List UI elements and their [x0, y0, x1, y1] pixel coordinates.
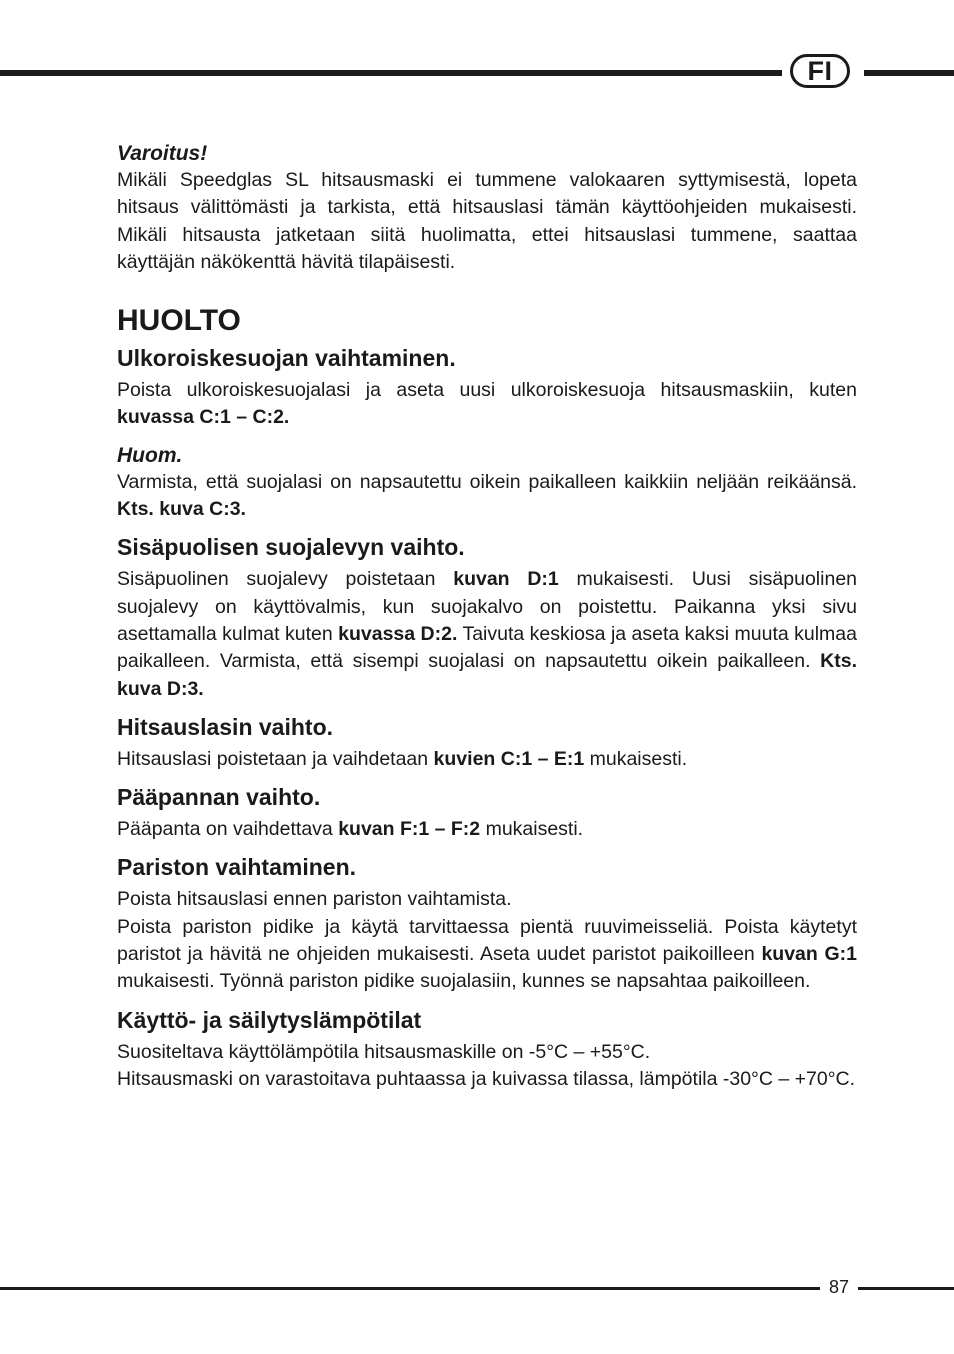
figure-ref: kuvien C:1 – E:1 — [433, 747, 585, 770]
header-rule-left — [0, 70, 782, 76]
battery-text-1: Poista hitsauslasi ennen pariston vaihtamista. — [117, 888, 512, 911]
language-badge: FI — [790, 54, 850, 88]
temperatures-heading: Käyttö- ja säilytyslämpötilat — [117, 1006, 422, 1033]
inner-cover-heading: Sisäpuolisen suojalevyn vaihto. — [117, 534, 465, 561]
footer-rule-right — [858, 1287, 954, 1290]
battery-text-2: Poista pariston pidike ja käytä tarvittaessa pientä ruuvimeisseliä. Poista käytetyt paristot ja hävitä ne ohjeiden mukaisesti. Aseta uudet paristot paikoilleen kuvan G:1 mukaisesti. Työnnä pariston pidike suojalasiin, kunnes se napsahtaa paikoilleen. — [117, 915, 857, 993]
footer-rule-left — [0, 1287, 820, 1290]
welding-filter-text: Hitsauslasi poistetaan ja vaihdetaan kuvien C:1 – E:1 mukaisesti. — [117, 747, 688, 770]
warning-label: Varoitus! — [117, 142, 208, 165]
note-label: Huom. — [117, 443, 183, 467]
temperatures-text-1: Suositeltava käyttölämpötila hitsausmaskille on -5°C – +55°C. — [117, 1040, 651, 1063]
note-text: Varmista, että suojalasi on napsautettu oikein paikalleen kaikkiin neljään reikäänsä. Kts. kuva C:3. — [117, 470, 857, 521]
page-number: 87 — [828, 1277, 850, 1297]
figure-ref: kuvan F:1 – F:2 — [338, 818, 481, 841]
figure-ref: kuvan D:1 — [453, 568, 559, 591]
welding-filter-heading: Hitsauslasin vaihto. — [117, 713, 334, 740]
warning-text: Mikäli Speedglas SL hitsausmaski ei tummene valokaaren syttymisestä, lopeta hitsaus välittömästi ja tarkista, että hitsauslasi tämän käyttöohjeiden mukaisesti. Mikäli hitsausta jatketaan siitä huolimatta, ettei hitsauslasi tummene, saattaa käyttäjän näkökenttä hävitä tilapäisesti. — [117, 169, 857, 273]
figure-ref: Kts. kuva D:3. — [117, 650, 857, 700]
inner-cover-text: Sisäpuolinen suojalevy poistetaan kuvan D:1 mukaisesti. Uusi sisäpuolinen suojalevy on käyttövalmis, kun suojakalvo on poistettu. Paikanna yksi sivu asettamalla kulmat kuten kuvassa D:2. Taivuta keskiosa ja aseta kaksi muuta kulmaa paikalleen. Varmista, että sisempi suojalasi on napsautettu oikein paikalleen. Kts. kuva D:3. — [117, 568, 858, 700]
figure-ref: kuvan G:1 — [761, 943, 857, 966]
figure-ref: kuvassa C:1 – C:2. — [117, 406, 290, 429]
page-content — [117, 140, 857, 1093]
headband-text: Pääpanta on vaihdettava kuvan F:1 – F:2 mukaisesti. — [117, 818, 584, 841]
outer-cover-heading: Ulkoroiskesuojan vaihtaminen. — [117, 345, 456, 372]
temperatures-text-2: Hitsausmaski on varastoitava puhtaassa ja kuivassa tilassa, lämpötila -30°C – +70°C. — [117, 1067, 855, 1090]
battery-heading: Pariston vaihtaminen. — [117, 854, 357, 881]
headband-heading: Pääpannan vaihto. — [117, 784, 321, 811]
header-rule-right — [864, 70, 954, 76]
outer-cover-text: Poista ulkoroiskesuojalasi ja aseta uusi ulkoroiskesuoja hitsausmaskiin, kuten kuvassa C:1 – C:2. — [117, 379, 857, 429]
figure-ref: Kts. kuva C:3. — [117, 498, 246, 521]
section-title: HUOLTO — [117, 304, 241, 338]
figure-ref: kuvassa D:2. — [338, 622, 458, 645]
